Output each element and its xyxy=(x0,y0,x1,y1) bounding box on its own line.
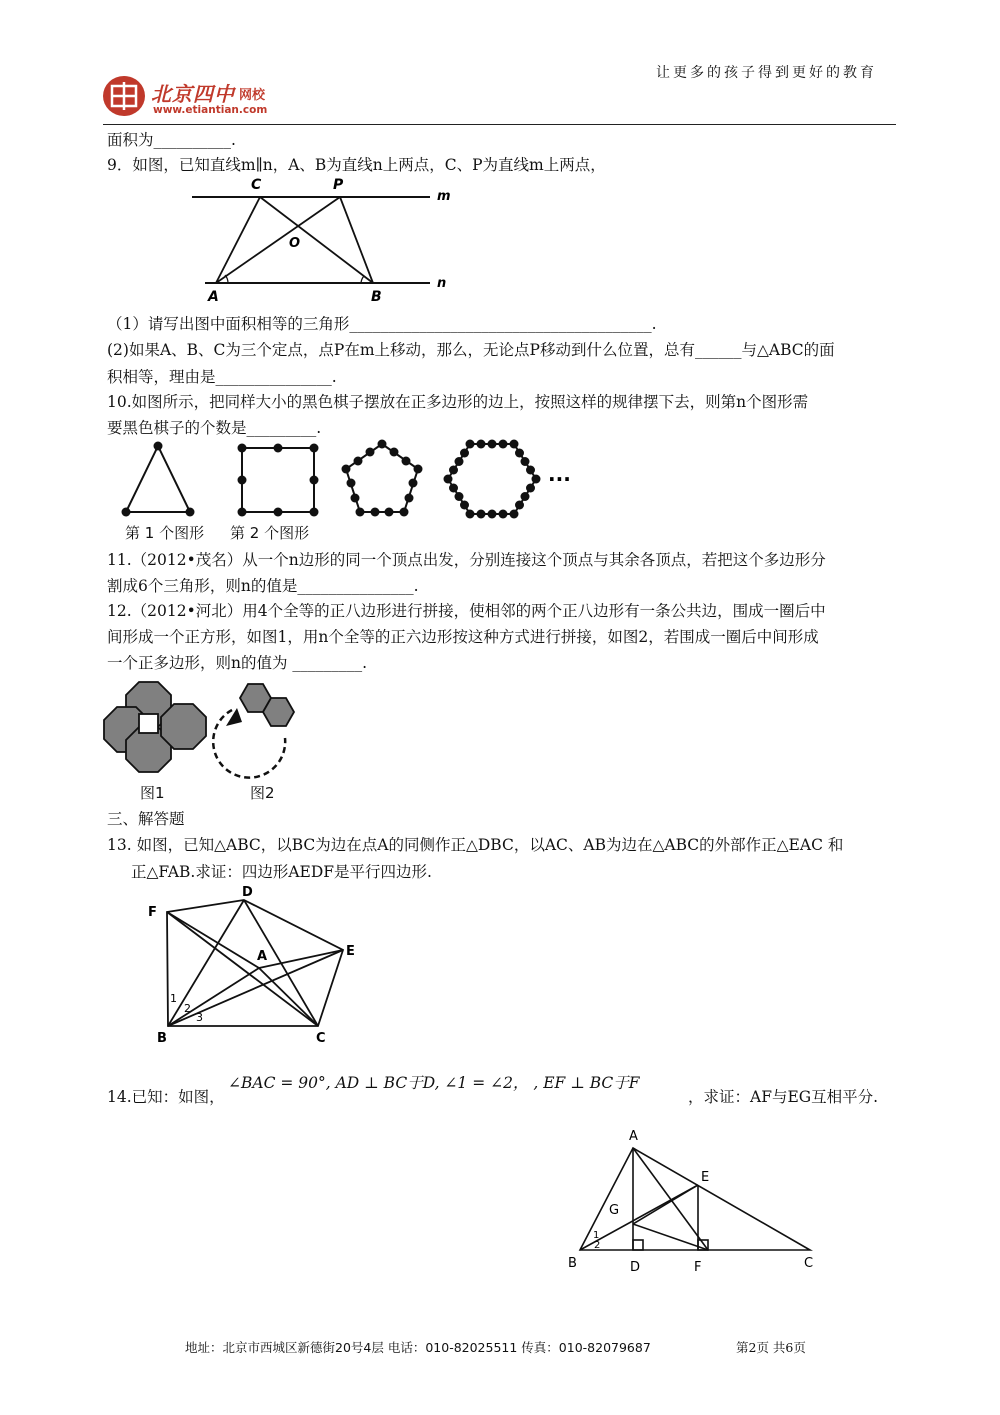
label-m: m xyxy=(437,189,451,204)
q13-line2: 正△FAB.求证：四边形AEDF是平行四边形. xyxy=(131,863,432,881)
label-D: D xyxy=(630,1260,641,1275)
q11-line1: 11.（2012•茂名）从一个n边形的同一个顶点出发，分别连接这个顶点与其余各顶点，若把这个多边形分 xyxy=(107,551,826,569)
logo-seal-icon xyxy=(101,74,147,118)
ellipsis: ··· xyxy=(548,467,571,491)
hexagon-shape xyxy=(444,440,541,519)
logo-url: www.etiantian.com xyxy=(153,104,268,116)
label-E: E xyxy=(346,944,355,959)
label-B: B xyxy=(371,289,382,305)
q10-figure xyxy=(118,438,588,528)
label-P: P xyxy=(333,177,344,193)
q9-part1: （1）请写出图中面积相等的三角形_______________________________________. xyxy=(107,315,657,333)
q10-line2: 要黑色棋子的个数是_________. xyxy=(107,419,322,437)
footer-address: 地址：北京市西城区新德街20号4层 电话：010-82025511 传真：010-82079687 xyxy=(185,1340,651,1355)
q14-prefix: 14.已知：如图， xyxy=(107,1088,225,1106)
header-rule xyxy=(103,124,896,125)
label-B: B xyxy=(157,1031,167,1046)
q12-figure xyxy=(100,680,315,780)
pentagon-shape xyxy=(342,440,423,517)
angle-3: 3 xyxy=(196,1011,203,1024)
footer-page: 第2页 共6页 xyxy=(736,1340,806,1355)
q14-figure xyxy=(560,1120,830,1280)
q10-caption1: 第 1 个图形 xyxy=(125,524,205,542)
q9-figure xyxy=(185,175,460,305)
q12-line3: 一个正多边形，则n的值为 _________. xyxy=(107,654,368,672)
logo-small: 网校 xyxy=(239,88,266,103)
label-O: O xyxy=(289,236,301,251)
arrow-icon xyxy=(226,708,242,726)
label-A: A xyxy=(629,1129,638,1144)
triangle-shape xyxy=(122,442,195,517)
q12-line1: 12.（2012•河北）用4个全等的正八边形进行拼接，使相邻的两个正八边形有一条公共边，围成一圈后中 xyxy=(107,602,826,620)
label-A: A xyxy=(208,289,219,305)
label-E: E xyxy=(701,1170,710,1185)
q10-line1: 10.如图所示，把同样大小的黑色棋子摆放在正多边形的边上，按照这样的规律摆下去，则第n个图形需 xyxy=(107,393,809,411)
q13-figure xyxy=(140,880,370,1050)
angle-1: 1 xyxy=(593,1230,600,1241)
q8-tail: 面积为__________. xyxy=(107,131,236,149)
q12-line2: 间形成一个正方形，如图1，用n个全等的正六边形按这种方式进行拼接，如图2，若围成一圈后中间形成 xyxy=(107,628,819,646)
q9-part2b: 积相等，理由是_______________. xyxy=(107,368,337,386)
label-D: D xyxy=(242,885,253,900)
q12-fig1-label: 图1 xyxy=(140,784,165,802)
q13-line1: 13. 如图，已知△ABC，以BC为边在点A的同侧作正△DBC，以AC、AB为边在△ABC的外部作正△EAC 和 xyxy=(107,836,844,854)
angle-2: 2 xyxy=(184,1002,191,1015)
label-C: C xyxy=(316,1031,326,1046)
label-C: C xyxy=(251,177,262,193)
label-F: F xyxy=(694,1260,702,1275)
section3-heading: 三、解答题 xyxy=(107,810,185,828)
logo-name: 北京四中 xyxy=(151,82,235,106)
label-B: B xyxy=(568,1256,577,1271)
school-logo xyxy=(101,74,301,120)
label-C: C xyxy=(804,1256,814,1271)
label-G: G xyxy=(609,1203,620,1218)
hexagon-pair xyxy=(240,684,294,726)
q9-stem: 9．如图，已知直线m∥n，A、B为直线n上两点，C、P为直线m上两点， xyxy=(107,156,606,174)
q9-part2a: (2)如果A、B、C为三个定点，点P在m上移动，那么，无论点P移动到什么位置，总有______与△ABC的面 xyxy=(107,341,835,359)
q12-fig2-label: 图2 xyxy=(250,784,275,802)
angle-1: 1 xyxy=(170,992,177,1005)
label-n: n xyxy=(437,276,447,291)
label-F: F xyxy=(148,905,157,920)
q14-formula: ∠BAC = 90°, AD ⊥ BC于D, ∠1 = ∠2， , EF ⊥ BC于F xyxy=(228,1074,640,1092)
center-square xyxy=(139,714,158,733)
label-A: A xyxy=(257,949,268,964)
q10-caption2: 第 2 个图形 xyxy=(230,524,310,542)
q14-suffix: ，求证：AF与EG互相平分. xyxy=(688,1088,879,1106)
header-slogan: 让更多的孩子得到更好的教育 xyxy=(656,65,877,81)
square-shape xyxy=(238,444,319,517)
q11-line2: 割成6个三角形，则n的值是_______________. xyxy=(107,577,419,595)
angle-2: 2 xyxy=(594,1240,601,1251)
